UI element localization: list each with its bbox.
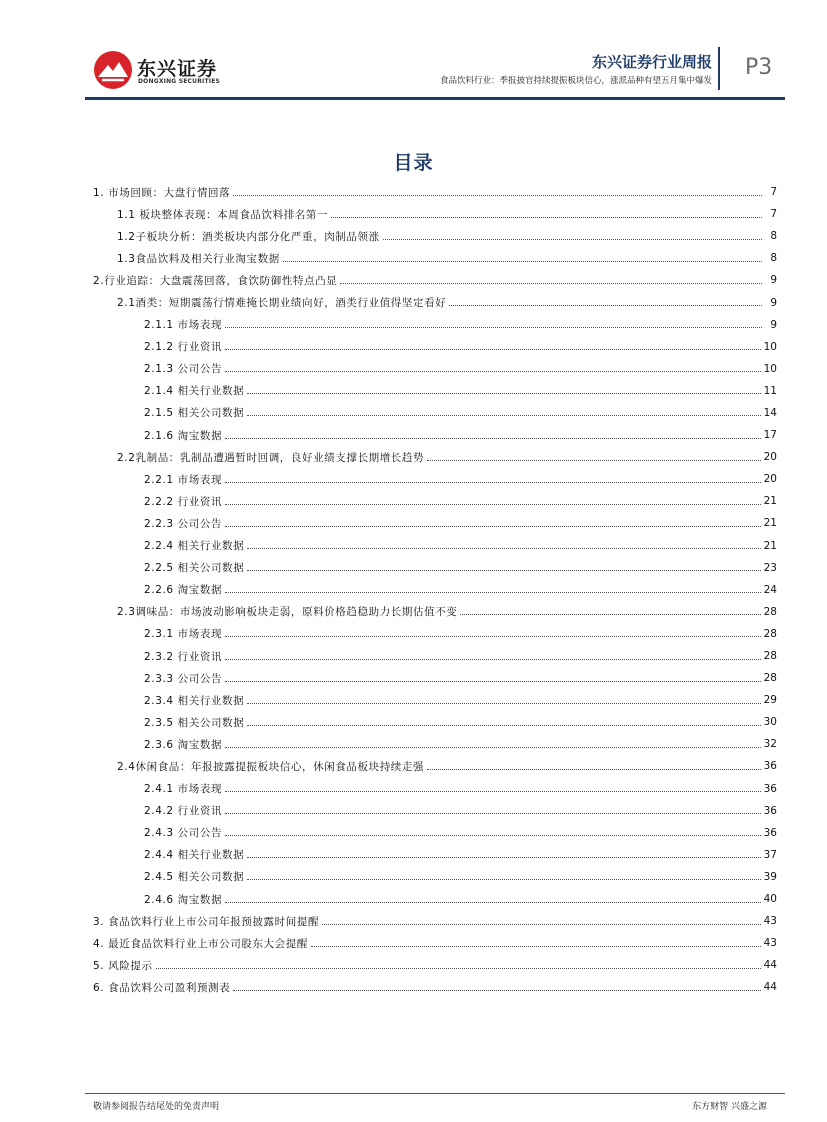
toc-entry[interactable] — [93, 711, 777, 733]
toc-entry-page: 8 — [770, 252, 777, 265]
toc-entry-page: 10 — [763, 362, 777, 375]
toc-entry[interactable] — [93, 557, 777, 579]
toc-entry[interactable] — [93, 733, 777, 755]
toc-entry-page: 36 — [763, 804, 777, 817]
toc-entry[interactable] — [93, 358, 777, 380]
toc-title: 目录 — [393, 152, 434, 174]
toc-dot-leader — [427, 769, 761, 770]
toc-entry-title: 2.4.4 相关行业数据 — [144, 849, 245, 862]
toc-entry-title: 2.4.2 行业资讯 — [144, 805, 223, 818]
toc-entry-title: 2.1.2 行业资讯 — [144, 341, 223, 354]
toc-entry[interactable] — [93, 225, 777, 247]
toc-entry[interactable] — [93, 778, 777, 800]
toc-dot-leader — [225, 791, 761, 792]
company-logo — [93, 50, 223, 92]
toc-dot-leader — [225, 349, 761, 350]
toc-entry-title: 2.3.1 市场表现 — [144, 628, 223, 641]
toc-dot-leader — [225, 504, 761, 505]
toc-dot-leader — [225, 327, 762, 328]
footer-disclaimer-note: 敬请参阅报告结尾处的免责声明 — [93, 1102, 220, 1112]
toc-entry-page: 30 — [763, 716, 777, 729]
toc-entry[interactable] — [93, 954, 777, 976]
toc-entry[interactable] — [93, 932, 777, 954]
toc-entry-page: 7 — [770, 208, 777, 221]
toc-entry-page: 23 — [763, 561, 777, 574]
toc-entry-title: 2.4.5 相关公司数据 — [144, 871, 245, 884]
toc-entry[interactable] — [93, 623, 777, 645]
table-of-contents — [93, 181, 777, 998]
toc-entry[interactable] — [93, 689, 777, 711]
toc-entry-page: 28 — [763, 650, 777, 663]
toc-entry[interactable] — [93, 667, 777, 689]
toc-entry-page: 11 — [763, 384, 777, 397]
toc-entry-title: 2.1.4 相关行业数据 — [144, 385, 245, 398]
toc-dot-leader — [225, 681, 761, 682]
toc-entry-title: 2.2.3 公司公告 — [144, 517, 223, 530]
toc-entry-page: 28 — [763, 605, 777, 618]
toc-entry[interactable] — [93, 446, 777, 468]
report-subtitle: 食品饮料行业：季报披官持续提振板块信心，涨派品种有望五月集中爆发 — [439, 76, 712, 86]
toc-entry-title: 2.1.3 公司公告 — [144, 363, 223, 376]
toc-entry-title: 1.2子板块分析：酒类板块内部分化严重，肉制品领涨 — [117, 230, 380, 243]
toc-dot-leader — [233, 195, 762, 196]
toc-entry[interactable] — [93, 291, 777, 313]
toc-entry[interactable] — [93, 269, 777, 291]
toc-entry-page: 36 — [763, 826, 777, 839]
toc-entry[interactable] — [93, 336, 777, 358]
report-type-title: 东兴证券行业周报 — [591, 53, 712, 71]
toc-entry-page: 7 — [770, 186, 777, 199]
toc-dot-leader — [247, 703, 760, 704]
toc-dot-leader — [247, 393, 760, 394]
toc-dot-leader — [247, 548, 760, 549]
toc-entry[interactable] — [93, 490, 777, 512]
page-header — [0, 0, 827, 100]
toc-dot-leader — [225, 592, 761, 593]
toc-dot-leader — [283, 261, 762, 262]
toc-entry-page: 40 — [763, 893, 777, 906]
toc-entry-page: 28 — [763, 672, 777, 685]
toc-dot-leader — [247, 725, 760, 726]
toc-entry-page: 39 — [763, 870, 777, 883]
toc-entry[interactable] — [93, 910, 777, 932]
toc-entry[interactable] — [93, 976, 777, 998]
toc-entry-title: 2.4.3 公司公告 — [144, 827, 223, 840]
toc-entry[interactable] — [93, 755, 777, 777]
toc-entry-title: 6. 食品饮料公司盈利预测表 — [93, 981, 231, 994]
toc-entry-title: 3. 食品饮料行业上市公司年报预披露时间提醒 — [93, 915, 320, 928]
toc-entry-title: 2.2.4 相关行业数据 — [144, 540, 245, 553]
toc-entry-title: 2.1酒类：短期震荡行情难掩长期业绩向好，酒类行业值得坚定看好 — [117, 297, 447, 310]
toc-entry-title: 2.3.3 公司公告 — [144, 672, 223, 685]
toc-entry[interactable] — [93, 512, 777, 534]
toc-entry-title: 2.行业追踪：大盘震荡回落，食饮防御性特点凸显 — [93, 274, 338, 287]
toc-entry[interactable] — [93, 535, 777, 557]
logo-english-name: DONGXING SECURITIES — [138, 78, 221, 85]
toc-entry[interactable] — [93, 247, 777, 269]
toc-dot-leader — [225, 636, 761, 637]
toc-entry-title: 2.3.2 行业资讯 — [144, 650, 223, 663]
toc-entry-page: 9 — [770, 274, 777, 287]
toc-entry-page: 20 — [763, 473, 777, 486]
toc-entry-title: 2.3调味品：市场波动影响板块走弱，原料价格趋稳助力长期估值不变 — [117, 606, 458, 619]
toc-entry-page: 32 — [763, 738, 777, 751]
toc-entry[interactable] — [93, 601, 777, 623]
toc-entry-title: 2.1.5 相关公司数据 — [144, 407, 245, 420]
toc-dot-leader — [156, 968, 761, 969]
header-rule — [85, 97, 785, 100]
toc-entry[interactable] — [93, 866, 777, 888]
toc-entry-page: 44 — [763, 959, 777, 972]
toc-entry-page: 8 — [770, 230, 777, 243]
toc-entry-page: 24 — [763, 583, 777, 596]
toc-entry[interactable] — [93, 468, 777, 490]
toc-entry-title: 2.3.4 相关行业数据 — [144, 694, 245, 707]
toc-entry-page: 10 — [763, 340, 777, 353]
toc-dot-leader — [247, 570, 760, 571]
toc-dot-leader — [225, 482, 761, 483]
footer-rule — [85, 1093, 785, 1094]
logo-chinese-name: 东兴证券 — [137, 58, 218, 80]
toc-entry-page: 21 — [763, 539, 777, 552]
toc-entry-page: 17 — [763, 429, 777, 442]
toc-entry-title: 1.1 板块整体表现：本周食品饮料排名第一 — [117, 208, 329, 221]
toc-entry[interactable] — [93, 800, 777, 822]
toc-entry-title: 1.3食品饮料及相关行业淘宝数据 — [117, 252, 280, 265]
toc-dot-leader — [460, 614, 760, 615]
toc-dot-leader — [247, 415, 760, 416]
toc-entry-title: 2.3.6 淘宝数据 — [144, 738, 223, 751]
header-divider — [718, 47, 720, 90]
toc-entry[interactable] — [93, 424, 777, 446]
toc-entry-page: 36 — [763, 760, 777, 773]
toc-entry-page: 21 — [763, 517, 777, 530]
toc-entry-title: 5. 风险提示 — [93, 959, 153, 972]
toc-entry-page: 9 — [770, 318, 777, 331]
toc-dot-leader — [225, 526, 761, 527]
toc-dot-leader — [247, 857, 760, 858]
toc-entry-title: 2.3.5 相关公司数据 — [144, 716, 245, 729]
toc-dot-leader — [233, 990, 760, 991]
toc-dot-leader — [427, 460, 761, 461]
toc-dot-leader — [225, 813, 761, 814]
toc-dot-leader — [225, 659, 761, 660]
toc-entry-page: 14 — [763, 406, 777, 419]
toc-entry[interactable] — [93, 844, 777, 866]
toc-entry-title: 2.4.6 淘宝数据 — [144, 893, 223, 906]
toc-entry-title: 2.2.2 行业资讯 — [144, 495, 223, 508]
toc-entry[interactable] — [93, 402, 777, 424]
toc-dot-leader — [247, 879, 760, 880]
toc-dot-leader — [383, 239, 762, 240]
footer-slogan: 东方财智 兴盛之源 — [692, 1102, 767, 1112]
toc-entry[interactable] — [93, 380, 777, 402]
toc-entry-page: 28 — [763, 627, 777, 640]
toc-entry-page: 36 — [763, 782, 777, 795]
toc-entry-page: 21 — [763, 495, 777, 508]
toc-entry-page: 44 — [763, 981, 777, 994]
toc-entry-page: 43 — [763, 915, 777, 928]
toc-entry-title: 1. 市场回顾：大盘行情回落 — [93, 186, 231, 199]
toc-dot-leader — [225, 371, 761, 372]
toc-entry[interactable] — [93, 645, 777, 667]
toc-entry-title: 2.2乳制品：乳制品遭遇暂时回调，良好业绩支撑长期增长趋势 — [117, 451, 425, 464]
toc-dot-leader — [322, 924, 761, 925]
toc-entry[interactable] — [93, 181, 777, 203]
toc-dot-leader — [225, 902, 761, 903]
toc-dot-leader — [449, 305, 762, 306]
toc-entry[interactable] — [93, 822, 777, 844]
toc-entry-page: 43 — [763, 937, 777, 950]
toc-entry[interactable] — [93, 314, 777, 336]
toc-entry-title: 2.1.1 市场表现 — [144, 319, 223, 332]
page-number: P3 — [745, 55, 773, 80]
toc-entry[interactable] — [93, 579, 777, 601]
toc-entry-title: 2.2.6 淘宝数据 — [144, 584, 223, 597]
toc-dot-leader — [311, 946, 761, 947]
toc-dot-leader — [331, 217, 762, 218]
toc-entry-title: 2.1.6 淘宝数据 — [144, 429, 223, 442]
toc-entry-title: 2.4.1 市场表现 — [144, 783, 223, 796]
toc-entry[interactable] — [93, 203, 777, 225]
toc-entry-title: 2.2.5 相关公司数据 — [144, 562, 245, 575]
toc-dot-leader — [225, 747, 761, 748]
toc-entry-title: 4. 最近食品饮料行业上市公司股东大会提醒 — [93, 937, 308, 950]
toc-entry[interactable] — [93, 888, 777, 910]
toc-dot-leader — [340, 283, 762, 284]
toc-entry-page: 29 — [763, 694, 777, 707]
toc-entry-page: 20 — [763, 451, 777, 464]
dongxing-logo-icon — [93, 50, 133, 90]
toc-entry-page: 9 — [770, 296, 777, 309]
toc-entry-title: 2.4休闲食品：年报披露提振板块信心，休闲食品板块持续走强 — [117, 760, 425, 773]
toc-entry-page: 37 — [763, 848, 777, 861]
toc-entry-title: 2.2.1 市场表现 — [144, 473, 223, 486]
toc-dot-leader — [225, 438, 761, 439]
toc-dot-leader — [225, 835, 761, 836]
